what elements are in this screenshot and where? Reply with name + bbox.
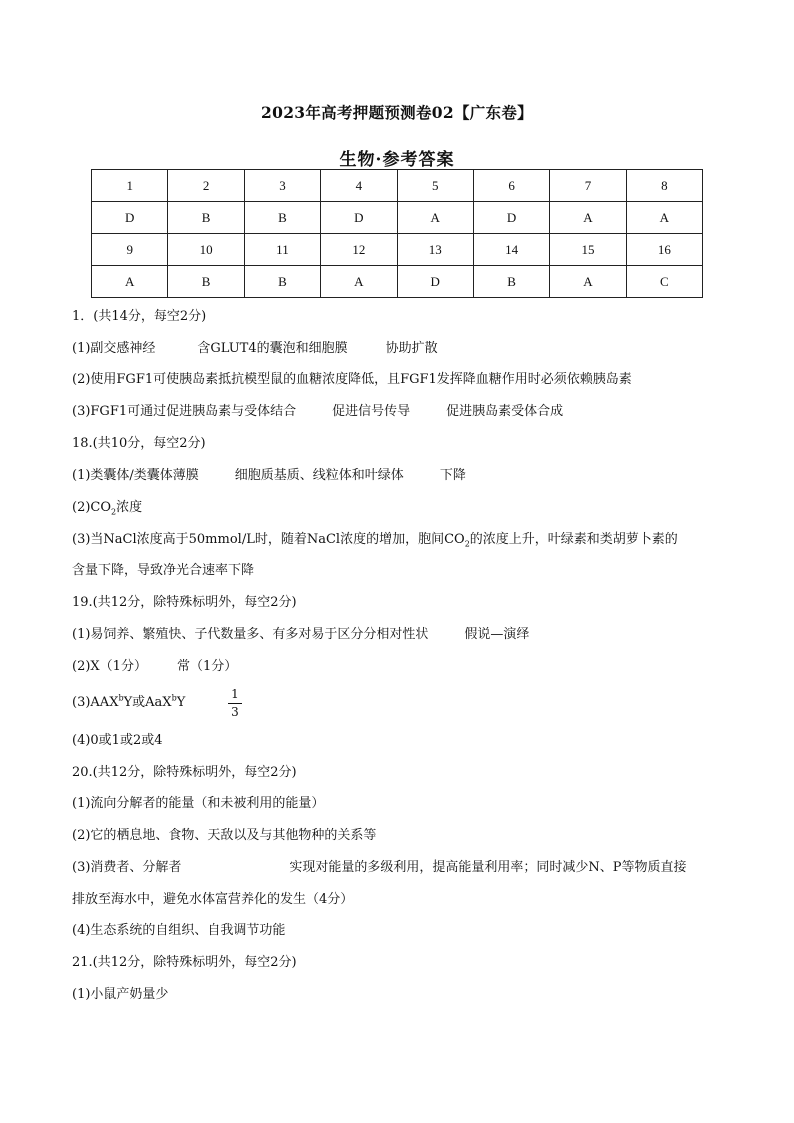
q18-line-2 [72, 499, 142, 517]
question-number-cell: 14 [473, 234, 549, 266]
q20-line-3 [72, 859, 687, 877]
question-number-cell: 16 [626, 234, 702, 266]
q17-answer-2: 含GLUT4的囊泡和细胞膜 [197, 341, 348, 356]
fraction-numerator: 1 [231, 687, 239, 701]
q20-header: 20.(共12分，除特殊标明外，每空2分) [72, 765, 297, 780]
question-number-cell: 11 [244, 234, 320, 266]
question-number-cell: 9 [92, 234, 168, 266]
q19-line-2 [72, 658, 237, 676]
question-number-cell: 3 [244, 170, 320, 202]
q19-header: 19.(共12分，除特殊标明外，每空2分) [72, 595, 297, 610]
q18-l3-subscript: 2 [464, 539, 470, 549]
q18-l2-subscript: 2 [111, 507, 117, 517]
answer-row [92, 266, 703, 298]
question-number-cell: 7 [550, 170, 626, 202]
question-number-cell: 15 [550, 234, 626, 266]
q21-header: 21.(共12分，除特殊标明外，每空2分) [72, 955, 297, 970]
q19-answer-1: (1)易饲养、繁殖快、子代数量多、有多对易于区分分相对性状 [72, 627, 429, 642]
question-number-cell: 4 [321, 170, 397, 202]
answer-cell: B [473, 266, 549, 298]
answer-cell: C [626, 266, 702, 298]
answer-cell: A [321, 266, 397, 298]
q19-l3-a: (3)AAX [72, 695, 119, 710]
q17-answer-5: 促进信号传导 [332, 404, 411, 419]
q19-answer-3: (2)X（1分） [72, 659, 147, 674]
q18-line-4: 含量下降，导致净光合速率下降 [72, 563, 255, 578]
q17-line-1 [72, 340, 438, 358]
question-number-cell: 13 [397, 234, 473, 266]
q17-answer-3: 协助扩散 [385, 341, 438, 356]
answer-cell: B [244, 202, 320, 234]
q17-line-3 [72, 403, 563, 421]
question-number-cell: 2 [168, 170, 244, 202]
q18-line-3 [72, 531, 678, 549]
answer-cell: D [92, 202, 168, 234]
q19-fraction [228, 688, 242, 719]
answer-cell: A [92, 266, 168, 298]
fraction-bar [228, 703, 242, 704]
answer-cell: B [168, 202, 244, 234]
question-number-row [92, 234, 703, 266]
q18-l2-text: (2)CO [72, 500, 112, 515]
q18-header: 18.(共10分，每空2分) [72, 436, 206, 451]
page-title: 2023年高考押题预测卷02【广东卷】 [261, 103, 533, 122]
answer-cell: B [244, 266, 320, 298]
answer-cell: B [168, 266, 244, 298]
question-number-cell: 1 [92, 170, 168, 202]
q19-line-1 [72, 626, 529, 644]
answer-table-body [92, 170, 703, 298]
answer-table [91, 169, 703, 298]
q20-answer-2: 实现对能量的多级利用，提高能量利用率；同时减少N、P等物质直接 [289, 860, 687, 875]
q19-line-3 [72, 694, 185, 712]
question-number-cell: 6 [473, 170, 549, 202]
q18-answer-3: 下降 [439, 468, 466, 483]
q18-l3-text-after: 的浓度上升，叶绿素和类胡萝卜素的 [469, 532, 678, 547]
q18-l2-text-after: 浓度 [116, 500, 143, 515]
q20-line-5: (4)生态系统的自组织、自我调节功能 [72, 923, 286, 938]
question-number-cell: 12 [321, 234, 397, 266]
answer-cell: D [397, 266, 473, 298]
q19-l3-b: Y或AaX [123, 695, 172, 710]
q18-line-1 [72, 467, 466, 485]
q18-answer-2: 细胞质基质、线粒体和叶绿体 [234, 468, 404, 483]
question-number-cell: 5 [397, 170, 473, 202]
fraction-denominator: 3 [231, 705, 239, 719]
q21-line-1: (1)小鼠产奶量少 [72, 987, 169, 1002]
q20-line-2: (2)它的栖息地、食物、天敌以及与其他物种的关系等 [72, 828, 377, 843]
answer-cell: D [473, 202, 549, 234]
question-number-row [92, 170, 703, 202]
q19-l3-sup1: b [118, 693, 124, 703]
q18-answer-1: (1)类囊体/类囊体薄膜 [72, 468, 199, 483]
q19-line-4: (4)0或1或2或4 [72, 733, 163, 748]
q20-answer-1: (3)消费者、分解者 [72, 860, 182, 875]
answer-cell: A [626, 202, 702, 234]
q17-answer-1: (1)副交感神经 [72, 341, 156, 356]
answer-cell: A [550, 266, 626, 298]
q20-line-1: (1)流向分解者的能量（和未被利用的能量） [72, 796, 325, 811]
q17-answer-6: 促进胰岛素受体合成 [446, 404, 564, 419]
q17-line-2: (2)使用FGF1可使胰岛素抵抗模型鼠的血糖浓度降低，且FGF1发挥降血糖作用时必须依赖胰岛素 [72, 372, 632, 387]
answer-cell: A [550, 202, 626, 234]
q19-answer-4: 常（1分） [176, 659, 238, 674]
q19-l3-sup2: b [171, 693, 177, 703]
q19-answer-2: 假说—演绎 [464, 627, 530, 642]
q17-answer-4: (3)FGF1可通过促进胰岛素与受体结合 [72, 404, 297, 419]
page-subtitle: 生物·参考答案 [339, 150, 455, 170]
q17-header: 1．(共14分，每空2分) [72, 309, 207, 324]
answer-cell: A [397, 202, 473, 234]
q18-l3-text: (3)当NaCl浓度高于50mmol/L时，随着NaCl浓度的增加，胞间CO [72, 532, 465, 547]
q19-l3-c: Y [176, 695, 186, 710]
question-number-cell: 10 [168, 234, 244, 266]
q20-line-4: 排放至海水中，避免水体富营养化的发生（4分） [72, 892, 354, 907]
question-number-cell: 8 [626, 170, 702, 202]
answer-cell: D [321, 202, 397, 234]
answer-row [92, 202, 703, 234]
